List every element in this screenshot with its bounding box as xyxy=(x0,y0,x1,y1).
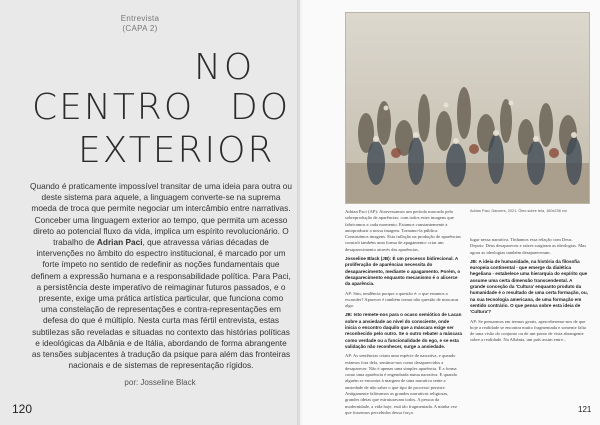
artwork-caption: Adrian Paci, Dancers, 2021. Óleo sobre tela, 160x238 cm xyxy=(470,209,567,213)
page-number-left: 120 xyxy=(12,402,33,416)
page-number-right: 121 xyxy=(578,405,592,414)
title-line-2b: DO xyxy=(230,87,291,128)
lead-text-1: Quando é praticamente impossível transitar de uma ideia para outra ou deste sistema para aquele, a linguagem converte-se na suprema moeda de troca que permite negociar um intercâmbio entre narrativas. Conceber uma linguagem exterior ao tempo, que permita um acesso direto ao potencial fluxo da vida, implica um espírito revolucionário. O trabalho de xyxy=(30,181,292,248)
paragraph: AP: As sentências criam uma espécie de narrativa, e quando estamos fora dela, sentimo-nos como desaparecidos a desaparecer. Não é apenas uma simples aparência. É a forma como uma aparência é engendrada numa narrativa. E quando alguém se encontra à margem de uma narrativa sente a ansiedade de não saber o que tipo de processo persiste. Antigamente falávamos as grandes narrativas religiosas, grandes ideias que estruturavam todos. A pessoa da modernidade, a vida hoje, está tão fragmentada. A minha vez que fossemos percebidos dessa força. xyxy=(345,353,458,415)
question: JB: A ideia de humanidade, na história da filosofia europeia continental - que emerge da dialética hegeliana - estabelece uma hierarquia do espírito que assume uma certa dimensão transcendental. A grande conceção da 'Cultura' enquanto produto da humanidade é o resultado de uma certa formação, ou, na sua tecnologia americana, de uma formação em sentido contrário. O que pensa sobre esta ideia de 'Cultura'? xyxy=(470,258,588,315)
section-label xyxy=(60,14,220,34)
interview-column-2 xyxy=(470,237,588,347)
question: Josseline Black (JB): É um processo bidirecional. A proliferação de aparências necessita do desaparecimento, mediante o apagamento. Porém, o desaparecimento enquanto mecanismo é o alicerce da aparência. xyxy=(345,256,461,287)
paragraph: Adrian Paci (AP): Atravessamos um período marcado pela sobreprodução de aparências: com todos estes imagens que fabricamos a cada momento. Estamos constantemente a autoproduzir a nossa imagem. Tornamo-la pública. Construímos imagens. Esta inflação na produção de aparências constrói também uma forma de apagamento: criar um desaparecimento através das aparências. xyxy=(345,209,461,252)
paragraph: AP: Se pensarmos em termos gerais, aperceberemo-nos de que hoje a realidade se encontra muito fragmentada e somente falta de uma visão do conjunto ou de um ponto de vista abrangente sobre a realidade. Na Albânia, um país assim entre... xyxy=(470,318,586,343)
question: JB: Isto remete-nos para o ocaso semiótico de Lacan sobre a ansiedade ao nível do consciente, onde inicia o encontro daquilo que a máscara exige ser reconhecido pelo outro. Se o outro rebater a máscara como verdade ou a funcionalidade do ego, e se esta validação não reconhecer, surge a ansiedade. xyxy=(345,312,462,349)
author-credit: por: Josseline Black xyxy=(124,378,196,387)
painting-illustration xyxy=(346,13,589,203)
section-name: Entrevista xyxy=(120,14,160,23)
paragraph: lugar nessa narrativa. Tínhamos essa relação com Deus. Depois: Deus desapareceu e raízes surgiram as ideologias. Mas agora as ideologias também desapareceram. xyxy=(470,237,587,255)
title-line-2a: CENTRO xyxy=(32,87,195,128)
lead-paragraph xyxy=(30,181,292,371)
interview-column-1 xyxy=(345,209,462,419)
page-gutter xyxy=(297,0,303,425)
title-line-1: NO xyxy=(194,47,256,88)
section-subtitle: (CAPA 2) xyxy=(122,24,158,33)
painting-of-crowd xyxy=(345,12,590,204)
paragraph: AP: Sim, tendência porque a questão é: o que estamos a esconder? Aparecer é também tornar não questão de mascarar algo. xyxy=(345,290,459,309)
title-line-3: EXTERIOR xyxy=(78,130,275,171)
artist-name: Adrian Paci xyxy=(96,237,143,248)
lead-text-2: , que atravessa várias décadas de intervenções no âmbito do espectro institucional, é marcado por um forte ímpeto no sentido de redefinir as noções fundamentais que definem a expressão humana e a responsabilidade política. Para Paci, a persistência deste imperativo de reimaginar futuros passados, e o presente, exige uma prática artística particular, que funciona como uma constelação de representações e contra-representações em defesa do que é múltiplo. Nesta curta mas fértil entrevista, estas subtilezas são reveladas e situadas no contexto das histórias políticas e ideológicas da Albânia e de Itália, abordando de forma abrangente as tensões subjacentes à tradução da psique para além das fronteiras nacionais e de sistemas de representação rígidos. xyxy=(31,237,291,371)
